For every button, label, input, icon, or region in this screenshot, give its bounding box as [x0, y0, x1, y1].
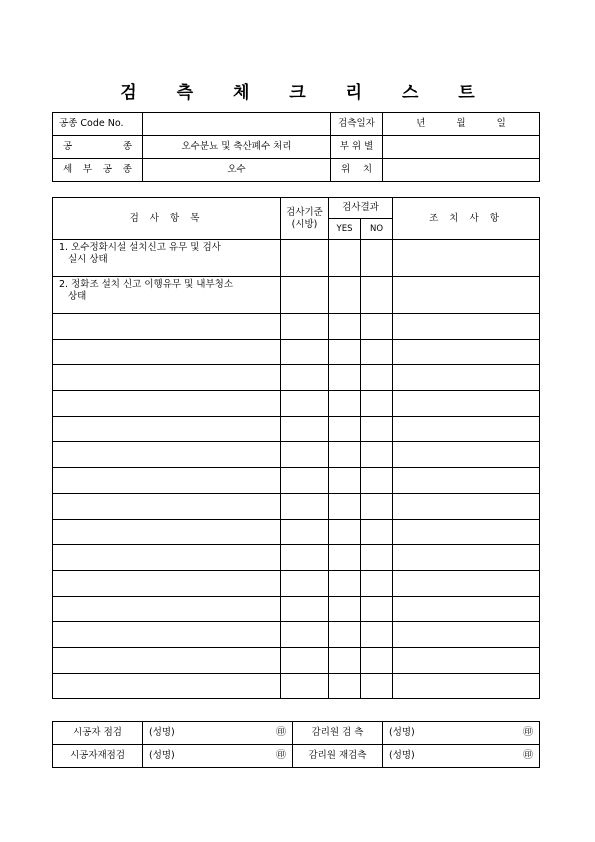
action-cell[interactable] — [393, 277, 540, 314]
checklist-item-cell[interactable] — [53, 545, 281, 571]
no-checkbox[interactable] — [361, 277, 393, 314]
standard-cell[interactable] — [281, 468, 329, 494]
no-checkbox[interactable] — [361, 416, 393, 442]
no-checkbox[interactable] — [361, 519, 393, 545]
checklist-item-cell[interactable] — [53, 442, 281, 468]
standard-cell[interactable] — [281, 622, 329, 648]
action-cell[interactable] — [393, 314, 540, 340]
checklist-item-cell[interactable] — [53, 391, 281, 417]
seal-icon: ㊞ — [523, 727, 533, 738]
checklist-row-empty — [53, 545, 540, 571]
item-line1: 1. 오수정화시설 설치신고 유무 및 검사 — [59, 242, 221, 253]
contractor-recheck-signature[interactable] — [143, 745, 293, 768]
header-result: 검사결과 — [329, 198, 393, 219]
action-cell[interactable] — [393, 673, 540, 699]
action-cell[interactable] — [393, 647, 540, 673]
standard-cell[interactable] — [281, 240, 329, 277]
no-checkbox[interactable] — [361, 240, 393, 277]
action-cell[interactable] — [393, 622, 540, 648]
checklist-row-empty — [53, 442, 540, 468]
yes-checkbox[interactable] — [329, 240, 361, 277]
action-cell[interactable] — [393, 570, 540, 596]
checklist-item-cell[interactable] — [53, 647, 281, 673]
standard-cell[interactable] — [281, 391, 329, 417]
action-cell[interactable] — [393, 391, 540, 417]
item-line1: 2. 정화조 설치 신고 이행유무 및 내부청소 — [59, 279, 234, 290]
no-checkbox[interactable] — [361, 391, 393, 417]
checklist-item-cell[interactable] — [53, 365, 281, 391]
no-checkbox[interactable] — [361, 365, 393, 391]
yes-checkbox[interactable] — [329, 570, 361, 596]
action-cell[interactable] — [393, 240, 540, 277]
checklist-row-empty — [53, 622, 540, 648]
no-checkbox[interactable] — [361, 545, 393, 571]
supervisor-check-label: 감리원 검 측 — [293, 722, 383, 745]
contractor-check-signature[interactable] — [143, 722, 293, 745]
location-label: 위 치 — [331, 159, 383, 182]
checklist-row-empty — [53, 391, 540, 417]
standard-cell[interactable] — [281, 545, 329, 571]
action-cell[interactable] — [393, 519, 540, 545]
yes-checkbox[interactable] — [329, 468, 361, 494]
checklist-row-empty — [53, 570, 540, 596]
yes-checkbox[interactable] — [329, 339, 361, 365]
yes-checkbox[interactable] — [329, 673, 361, 699]
yes-checkbox[interactable] — [329, 365, 361, 391]
seal-icon: ㊞ — [276, 727, 286, 738]
action-cell[interactable] — [393, 545, 540, 571]
standard-cell[interactable] — [281, 570, 329, 596]
item-line2: 상태 — [68, 291, 87, 302]
no-checkbox[interactable] — [361, 442, 393, 468]
header-yes: YES — [329, 219, 361, 240]
header-item: 검 사 항 목 — [53, 198, 281, 240]
standard-cell[interactable] — [281, 673, 329, 699]
date-value-field[interactable]: 년 월 일 — [383, 113, 540, 136]
checklist-item-cell[interactable] — [53, 570, 281, 596]
supervisor-check-signature[interactable] — [383, 722, 540, 745]
header-action: 조 치 사 항 — [393, 198, 540, 240]
no-checkbox[interactable] — [361, 339, 393, 365]
yes-checkbox[interactable] — [329, 391, 361, 417]
page-title: 검 측 체 크 리 스 트 — [120, 83, 492, 103]
standard-cell[interactable] — [281, 277, 329, 314]
standard-cell[interactable] — [281, 493, 329, 519]
no-checkbox[interactable] — [361, 468, 393, 494]
checklist-row-empty — [53, 365, 540, 391]
action-cell[interactable] — [393, 468, 540, 494]
part-label: 부 위 별 — [331, 136, 383, 159]
part-value-field[interactable] — [383, 136, 540, 159]
seal-icon: ㊞ — [523, 750, 533, 761]
header-standard — [281, 198, 329, 240]
work-value-field[interactable]: 오수분뇨 및 축산폐수 처리 — [143, 136, 331, 159]
header-standard-line1: 검사기준 — [286, 206, 323, 218]
checklist-row-empty — [53, 596, 540, 622]
checklist-row-empty — [53, 468, 540, 494]
yes-checkbox[interactable] — [329, 442, 361, 468]
checklist-row — [53, 277, 540, 314]
standard-cell[interactable] — [281, 442, 329, 468]
checklist-item-cell[interactable] — [53, 622, 281, 648]
no-checkbox[interactable] — [361, 570, 393, 596]
checklist-row-empty — [53, 673, 540, 699]
yes-checkbox[interactable] — [329, 545, 361, 571]
contractor-check-label: 시공자 점검 — [53, 722, 143, 745]
standard-cell[interactable] — [281, 339, 329, 365]
name-placeholder: (성명) — [389, 750, 415, 761]
checklist-table — [52, 197, 540, 699]
code-label: 공종 Code No. — [53, 113, 143, 136]
checklist-row-empty — [53, 314, 540, 340]
standard-cell[interactable] — [281, 314, 329, 340]
checklist-row-empty — [53, 519, 540, 545]
checklist-item-cell[interactable] — [53, 519, 281, 545]
no-checkbox[interactable] — [361, 622, 393, 648]
standard-cell[interactable] — [281, 647, 329, 673]
no-checkbox[interactable] — [361, 314, 393, 340]
checklist-row-empty — [53, 416, 540, 442]
checklist-item-cell[interactable] — [53, 596, 281, 622]
no-checkbox[interactable] — [361, 493, 393, 519]
contractor-recheck-label: 시공자재점검 — [53, 745, 143, 768]
checklist-item-cell[interactable] — [53, 416, 281, 442]
signature-table — [52, 721, 540, 768]
yes-checkbox[interactable] — [329, 493, 361, 519]
no-checkbox[interactable] — [361, 596, 393, 622]
code-value-field[interactable] — [143, 113, 331, 136]
supervisor-recheck-signature[interactable] — [383, 745, 540, 768]
action-cell[interactable] — [393, 339, 540, 365]
standard-cell[interactable] — [281, 365, 329, 391]
no-checkbox[interactable] — [361, 673, 393, 699]
work-label: 공 종 — [53, 136, 143, 159]
checklist-item-cell[interactable] — [53, 468, 281, 494]
action-cell[interactable] — [393, 416, 540, 442]
yes-checkbox[interactable] — [329, 647, 361, 673]
checklist-row-empty — [53, 647, 540, 673]
standard-cell[interactable] — [281, 596, 329, 622]
name-placeholder: (성명) — [389, 727, 415, 738]
action-cell[interactable] — [393, 365, 540, 391]
checklist-row-empty — [53, 493, 540, 519]
yes-checkbox[interactable] — [329, 314, 361, 340]
info-table — [52, 112, 540, 182]
checklist-item-text — [53, 240, 281, 277]
checklist-row — [53, 240, 540, 277]
action-cell[interactable] — [393, 493, 540, 519]
checklist-item-cell[interactable] — [53, 314, 281, 340]
detail-label: 세 부 공 종 — [53, 159, 143, 182]
standard-cell[interactable] — [281, 416, 329, 442]
yes-checkbox[interactable] — [329, 622, 361, 648]
seal-icon: ㊞ — [276, 750, 286, 761]
yes-checkbox[interactable] — [329, 277, 361, 314]
checklist-item-cell[interactable] — [53, 339, 281, 365]
yes-checkbox[interactable] — [329, 596, 361, 622]
checklist-item-cell[interactable] — [53, 673, 281, 699]
action-cell[interactable] — [393, 442, 540, 468]
detail-value-field[interactable]: 오수 — [143, 159, 331, 182]
name-placeholder: (성명) — [149, 727, 175, 738]
checklist-item-cell[interactable] — [53, 493, 281, 519]
yes-checkbox[interactable] — [329, 416, 361, 442]
yes-checkbox[interactable] — [329, 519, 361, 545]
action-cell[interactable] — [393, 596, 540, 622]
item-line2: 실시 상태 — [68, 254, 108, 265]
name-placeholder: (성명) — [149, 750, 175, 761]
standard-cell[interactable] — [281, 519, 329, 545]
no-checkbox[interactable] — [361, 647, 393, 673]
header-no: NO — [361, 219, 393, 240]
checklist-row-empty — [53, 339, 540, 365]
date-label: 검측일자 — [331, 113, 383, 136]
location-value-field[interactable] — [383, 159, 540, 182]
checklist-item-text — [53, 277, 281, 314]
supervisor-recheck-label: 감리원 재검측 — [293, 745, 383, 768]
header-standard-line2: (시방) — [291, 218, 318, 230]
